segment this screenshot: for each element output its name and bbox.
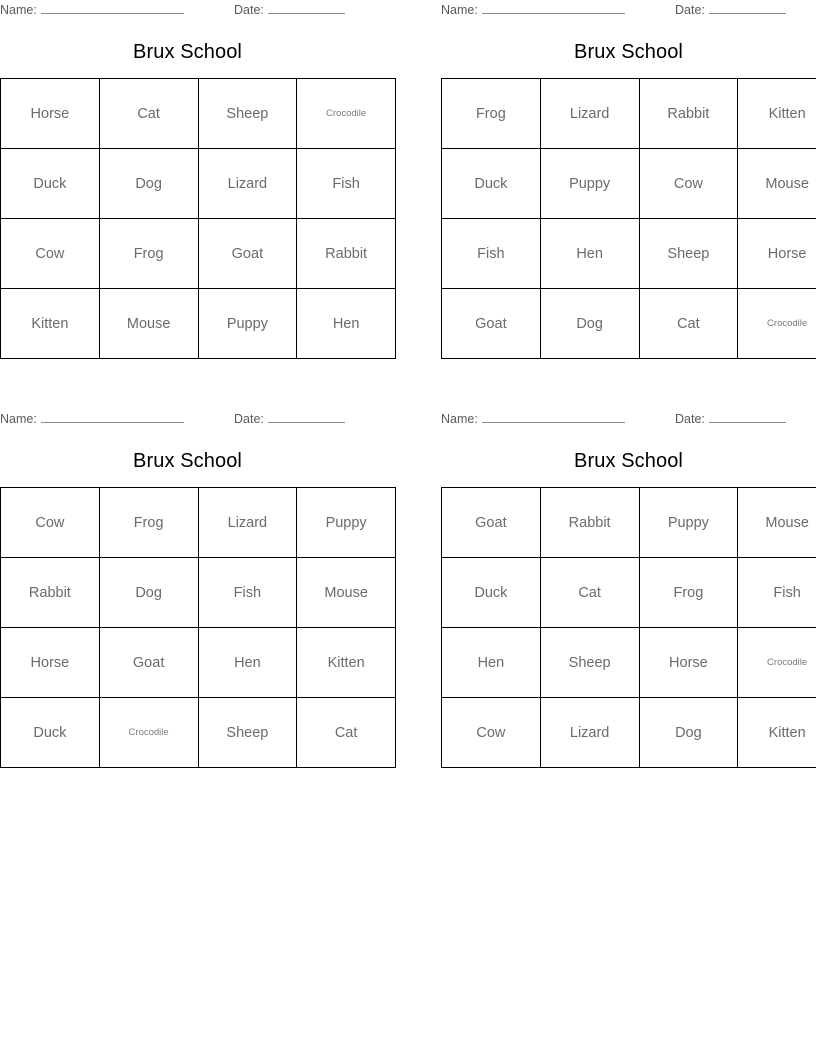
table-row <box>1 289 396 359</box>
bingo-cell[interactable]: Rabbit <box>1 558 100 628</box>
bingo-cell[interactable]: Horse <box>738 219 816 289</box>
bingo-cell[interactable]: Frog <box>99 219 198 289</box>
card-2-title: Brux School <box>574 41 683 63</box>
card-4-date-field[interactable] <box>675 409 786 429</box>
bingo-cell[interactable]: Horse <box>1 79 100 149</box>
bingo-cell[interactable]: Hen <box>442 628 541 698</box>
date-label: Date: <box>234 412 264 426</box>
bingo-cell[interactable]: Dog <box>99 149 198 219</box>
bingo-cell[interactable]: Fish <box>198 558 297 628</box>
bingo-card-4 <box>441 409 816 768</box>
bingo-cell[interactable]: Lizard <box>198 488 297 558</box>
date-label: Date: <box>675 412 705 426</box>
bingo-cell[interactable]: Puppy <box>297 488 396 558</box>
bingo-cell[interactable]: Frog <box>639 558 738 628</box>
card-1-meta-row <box>0 0 375 22</box>
bingo-cell[interactable]: Fish <box>442 219 541 289</box>
bingo-cell[interactable]: Crocodile <box>738 289 816 359</box>
card-3-name-field[interactable] <box>0 409 184 429</box>
bingo-cell[interactable]: Goat <box>442 488 541 558</box>
bingo-cell[interactable]: Cow <box>1 488 100 558</box>
table-row <box>442 698 816 768</box>
bingo-cell[interactable]: Fish <box>738 558 816 628</box>
card-4-name-field[interactable] <box>441 409 625 429</box>
bingo-cell[interactable]: Cat <box>99 79 198 149</box>
table-row <box>442 558 816 628</box>
bingo-cell[interactable]: Mouse <box>99 289 198 359</box>
bingo-cell[interactable]: Fish <box>297 149 396 219</box>
bingo-cell[interactable]: Goat <box>198 219 297 289</box>
table-row <box>1 698 396 768</box>
bingo-cell[interactable]: Horse <box>639 628 738 698</box>
card-2-meta-row <box>441 0 816 22</box>
date-label: Date: <box>675 3 705 17</box>
bingo-cell[interactable]: Frog <box>442 79 541 149</box>
name-label: Name: <box>0 3 37 17</box>
bingo-cell[interactable]: Goat <box>442 289 541 359</box>
bingo-cell[interactable]: Kitten <box>297 628 396 698</box>
date-label: Date: <box>234 3 264 17</box>
card-1-name-field[interactable] <box>0 0 184 20</box>
bingo-cell[interactable]: Kitten <box>738 698 816 768</box>
bingo-cell[interactable]: Cat <box>639 289 738 359</box>
bingo-cell[interactable]: Kitten <box>738 79 816 149</box>
name-label: Name: <box>441 412 478 426</box>
bingo-cell[interactable]: Goat <box>99 628 198 698</box>
bingo-cell[interactable]: Duck <box>442 149 541 219</box>
bingo-cell[interactable]: Puppy <box>540 149 639 219</box>
table-row <box>1 488 396 558</box>
bingo-cell[interactable]: Kitten <box>1 289 100 359</box>
table-row <box>442 79 816 149</box>
table-row <box>1 558 396 628</box>
card-4-grid <box>441 487 816 768</box>
bingo-cell[interactable]: Dog <box>99 558 198 628</box>
table-row <box>1 219 396 289</box>
bingo-cell[interactable]: Dog <box>639 698 738 768</box>
date-write-line[interactable] <box>709 0 786 14</box>
card-1-grid <box>0 78 396 359</box>
bingo-cell[interactable]: Rabbit <box>540 488 639 558</box>
bingo-cell[interactable]: Mouse <box>738 149 816 219</box>
bingo-cell[interactable]: Crocodile <box>99 698 198 768</box>
bingo-cell[interactable]: Mouse <box>297 558 396 628</box>
card-2-date-field[interactable] <box>675 0 786 20</box>
table-row <box>442 628 816 698</box>
card-2-name-field[interactable] <box>441 0 625 20</box>
bingo-cell[interactable]: Mouse <box>738 488 816 558</box>
bingo-cell[interactable]: Horse <box>1 628 100 698</box>
bingo-card-1 <box>0 0 375 359</box>
bingo-cell[interactable]: Rabbit <box>297 219 396 289</box>
bingo-cell[interactable]: Lizard <box>540 698 639 768</box>
card-1-date-field[interactable] <box>234 0 345 20</box>
bingo-cell[interactable]: Hen <box>540 219 639 289</box>
date-write-line[interactable] <box>268 409 345 423</box>
bingo-cell[interactable]: Crocodile <box>738 628 816 698</box>
card-3-title: Brux School <box>133 450 242 472</box>
bingo-cell[interactable]: Sheep <box>540 628 639 698</box>
bingo-cell[interactable]: Cow <box>1 219 100 289</box>
card-4-title: Brux School <box>574 450 683 472</box>
name-label: Name: <box>441 3 478 17</box>
name-label: Name: <box>0 412 37 426</box>
bingo-cell[interactable]: Rabbit <box>639 79 738 149</box>
bingo-cell[interactable]: Puppy <box>639 488 738 558</box>
bingo-cell[interactable]: Cow <box>639 149 738 219</box>
card-3-meta-row <box>0 409 375 431</box>
bingo-cell[interactable]: Sheep <box>198 79 297 149</box>
date-write-line[interactable] <box>709 409 786 423</box>
table-row <box>442 149 816 219</box>
table-row <box>1 79 396 149</box>
card-2-grid <box>441 78 816 359</box>
card-3-grid <box>0 487 396 768</box>
bingo-card-2 <box>441 0 816 359</box>
bingo-cell[interactable]: Puppy <box>198 289 297 359</box>
date-write-line[interactable] <box>268 0 345 14</box>
bingo-cell[interactable]: Cat <box>297 698 396 768</box>
bingo-cell[interactable]: Lizard <box>198 149 297 219</box>
card-3-date-field[interactable] <box>234 409 345 429</box>
bingo-cell[interactable]: Crocodile <box>297 79 396 149</box>
bingo-card-3 <box>0 409 375 768</box>
bingo-cell[interactable]: Lizard <box>540 79 639 149</box>
name-write-line[interactable] <box>41 0 184 14</box>
bingo-cell[interactable]: Sheep <box>198 698 297 768</box>
table-row <box>442 289 816 359</box>
name-write-line[interactable] <box>41 409 184 423</box>
bingo-cell[interactable]: Dog <box>540 289 639 359</box>
bingo-cell[interactable]: Duck <box>1 149 100 219</box>
table-row <box>442 219 816 289</box>
bingo-cell[interactable]: Hen <box>297 289 396 359</box>
card-1-title: Brux School <box>133 41 242 63</box>
table-row <box>1 149 396 219</box>
name-write-line[interactable] <box>482 0 625 14</box>
bingo-cell[interactable]: Sheep <box>639 219 738 289</box>
table-row <box>1 628 396 698</box>
bingo-cell[interactable]: Cat <box>540 558 639 628</box>
bingo-cell[interactable]: Duck <box>1 698 100 768</box>
bingo-cell[interactable]: Hen <box>198 628 297 698</box>
name-write-line[interactable] <box>482 409 625 423</box>
bingo-cell[interactable]: Frog <box>99 488 198 558</box>
bingo-cell[interactable]: Duck <box>442 558 541 628</box>
bingo-cell[interactable]: Cow <box>442 698 541 768</box>
table-row <box>442 488 816 558</box>
card-4-meta-row <box>441 409 816 431</box>
